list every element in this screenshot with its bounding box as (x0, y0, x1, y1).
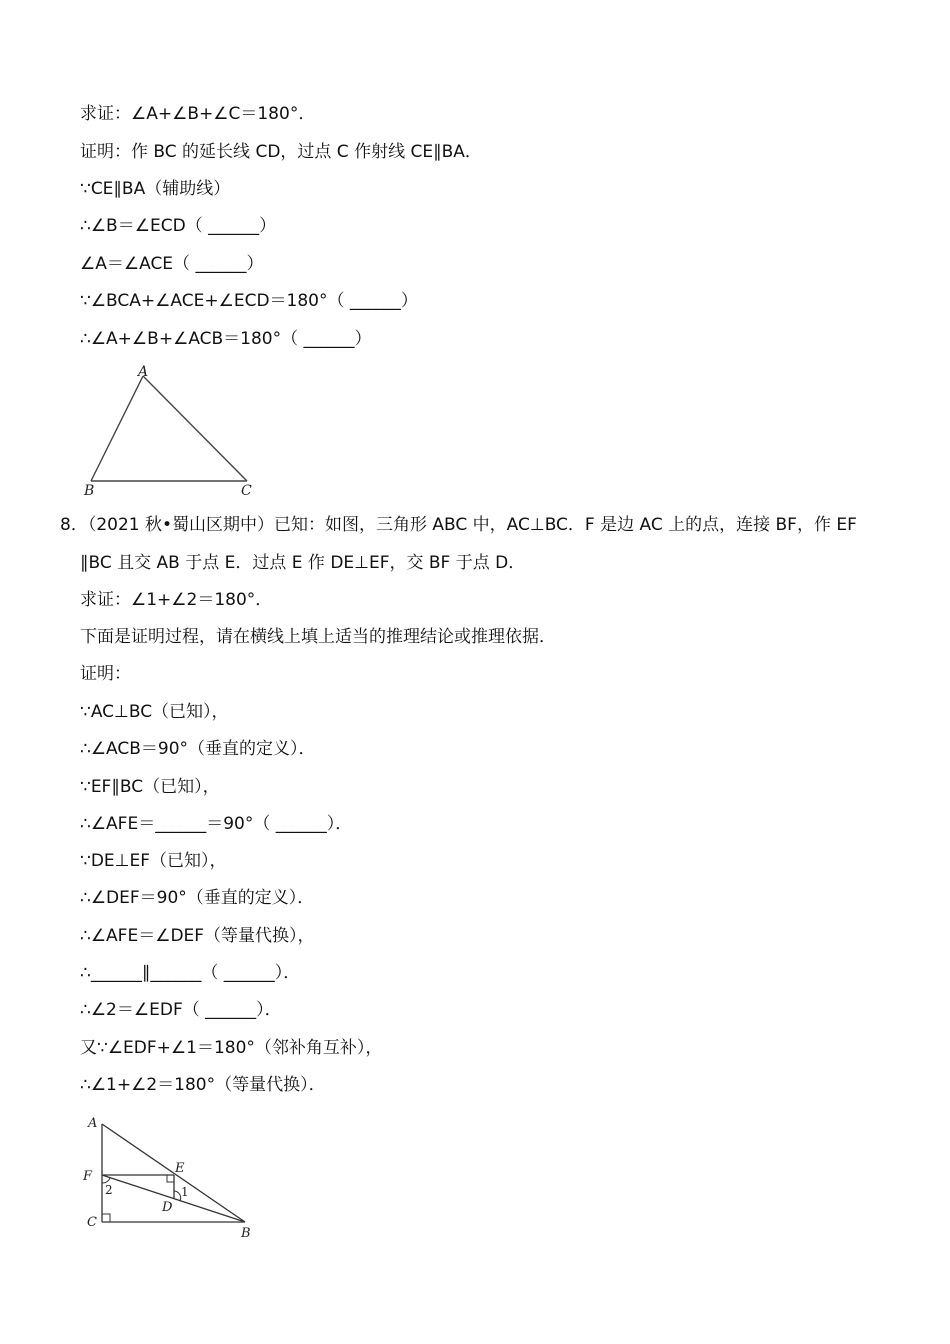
p7-prove-statement: 求证：∠A+∠B+∠C＝180°． (80, 104, 316, 124)
p8-proof-step: 又∵∠EDF+∠1＝180°（邻补角互补）， (80, 1038, 383, 1058)
vertex-label-e: E (175, 1161, 185, 1176)
p8-proof-step: ∴∠AFE＝______＝90°（ ______）． (80, 814, 353, 834)
p8-problem-statement-cont: ∥BC 且交 AB 于点 E．过点 E 作 DE⊥EF，交 BF 于点 D． (80, 553, 526, 573)
side-ab (102, 1124, 245, 1222)
vertex-label-d: D (162, 1200, 173, 1215)
angle-label-2: 2 (105, 1183, 113, 1197)
vertex-label-c: C (241, 483, 252, 499)
vertex-label-b: B (241, 1226, 251, 1241)
p8-proof-step: ∴______∥______（ ______）． (80, 963, 301, 983)
vertex-label-f: F (83, 1169, 93, 1184)
p8-prove-statement: 求证：∠1+∠2＝180°． (80, 590, 273, 610)
triangle-abc-figure (75, 360, 265, 500)
p7-proof-intro: 证明：作 BC 的延长线 CD，过点 C 作射线 CE∥BA． (80, 142, 482, 162)
p8-proof-step: ∴∠ACB＝90°（垂直的定义）． (80, 739, 316, 759)
p8-proof-step: ∴∠1+∠2＝180°（等量代换）． (80, 1075, 326, 1095)
p8-proof-heading: 证明： (80, 664, 131, 684)
vertex-label-a: A (88, 1116, 98, 1131)
p8-proof-step: ∴∠DEF＝90°（垂直的定义）． (80, 888, 315, 908)
vertex-label-a: A (138, 364, 149, 380)
p7-proof-step: ∠A＝∠ACE（ ______） (80, 254, 264, 274)
vertex-label-b: B (84, 483, 95, 499)
p8-instruction: 下面是证明过程，请在横线上填上适当的推理结论或推理依据． (80, 627, 556, 647)
p7-proof-step: ∵∠BCA+∠ACE+∠ECD＝180°（ ______） (80, 291, 418, 311)
side-ab (91, 376, 143, 481)
vertex-label-c: C (87, 1215, 97, 1230)
p8-proof-step: ∵AC⊥BC（已知）， (80, 702, 229, 722)
right-angle-mark-c (102, 1214, 110, 1222)
p7-proof-step: ∴∠A+∠B+∠ACB＝180°（ ______） (80, 329, 372, 349)
p7-proof-step: ∴∠B＝∠ECD（ ______） (80, 216, 277, 236)
right-angle-mark-e (167, 1175, 174, 1182)
p8-proof-step: ∴∠AFE＝∠DEF（等量代换）， (80, 926, 315, 946)
p8-proof-step: ∵EF∥BC（已知）， (80, 777, 220, 797)
p8-proof-step: ∵DE⊥EF（已知）， (80, 851, 227, 871)
angle-label-1: 1 (181, 1185, 189, 1199)
side-ac (143, 376, 247, 481)
right-triangle-abc-figure (80, 1112, 270, 1244)
p7-proof-step: ∵CE∥BA（辅助线） (80, 179, 231, 199)
p8-problem-statement: 8．（2021 秋•蜀山区期中）已知：如图，三角形 ABC 中，AC⊥BC．F 是边 AC 上的点，连接 BF，作 EF (60, 515, 857, 535)
p8-proof-step: ∴∠2＝∠EDF（ ______）． (80, 1000, 282, 1020)
